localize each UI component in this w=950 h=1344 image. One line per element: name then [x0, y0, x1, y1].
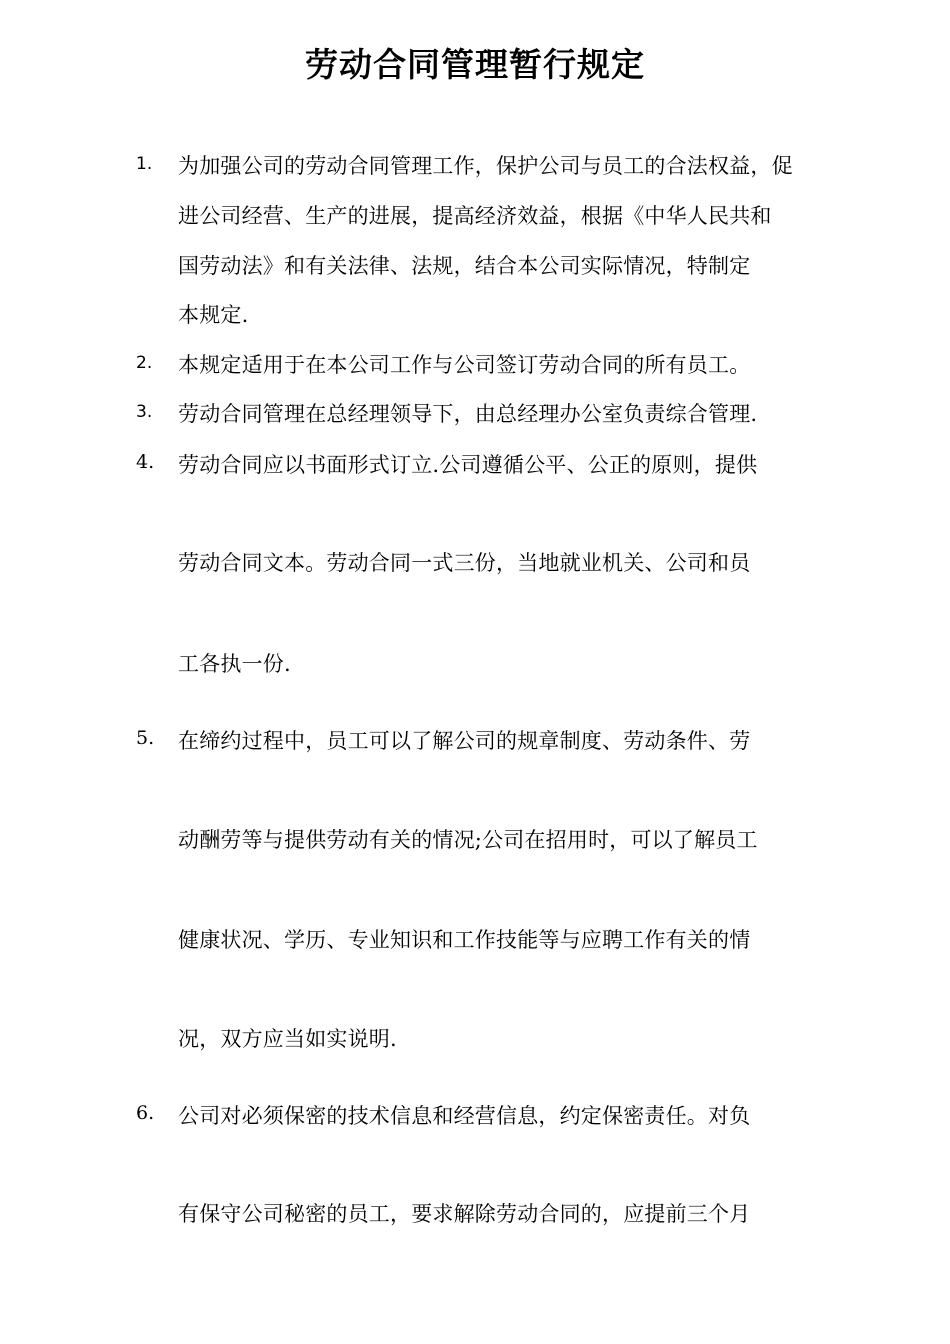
- item-number: 6.: [136, 1102, 155, 1124]
- item-line: 劳动合同文本。劳动合同一式三份，当地就业机关、公司和员: [178, 551, 751, 575]
- document-title: 劳动合同管理暂行规定: [305, 45, 645, 84]
- item-line: 国劳动法》和有关法律、法规，结合本公司实际情况，特制定: [178, 254, 751, 278]
- item-number: 1.: [136, 154, 153, 174]
- item-line: 进公司经营、生产的进展，提高经济效益，根据《中华人民共和: [178, 204, 772, 228]
- item-line: 工各执一份.: [178, 652, 291, 676]
- item-line: 公司对必须保密的技术信息和经营信息，约定保密责任。对负: [178, 1104, 751, 1128]
- item-line: 况，双方应当如实说明.: [178, 1027, 397, 1051]
- item-number: 5.: [136, 727, 155, 749]
- item-line: 有保守公司秘密的员工，要求解除劳动合同的，应提前三个月: [178, 1202, 751, 1226]
- item-line: 健康状况、学历、专业知识和工作技能等与应聘工作有关的情: [178, 928, 751, 952]
- item-line: 动酬劳等与提供劳动有关的情况;公司在招用时，可以了解员工: [178, 828, 758, 852]
- item-line: 本规定.: [178, 303, 249, 327]
- item-line: 本规定适用于在本公司工作与公司签订劳动合同的所有员工。: [178, 353, 751, 377]
- item-line: 在缔约过程中，员工可以了解公司的规章制度、劳动条件、劳: [178, 729, 751, 753]
- item-line: 为加强公司的劳动合同管理工作，保护公司与员工的合法权益，促: [178, 154, 793, 178]
- item-line: 劳动合同应以书面形式订立.公司遵循公平、公正的原则，提供: [178, 453, 758, 477]
- item-number: 4.: [136, 451, 155, 473]
- item-line: 劳动合同管理在总经理领导下，由总经理办公室负责综合管理.: [178, 402, 758, 426]
- item-number: 3.: [136, 402, 153, 422]
- item-number: 2.: [136, 353, 153, 373]
